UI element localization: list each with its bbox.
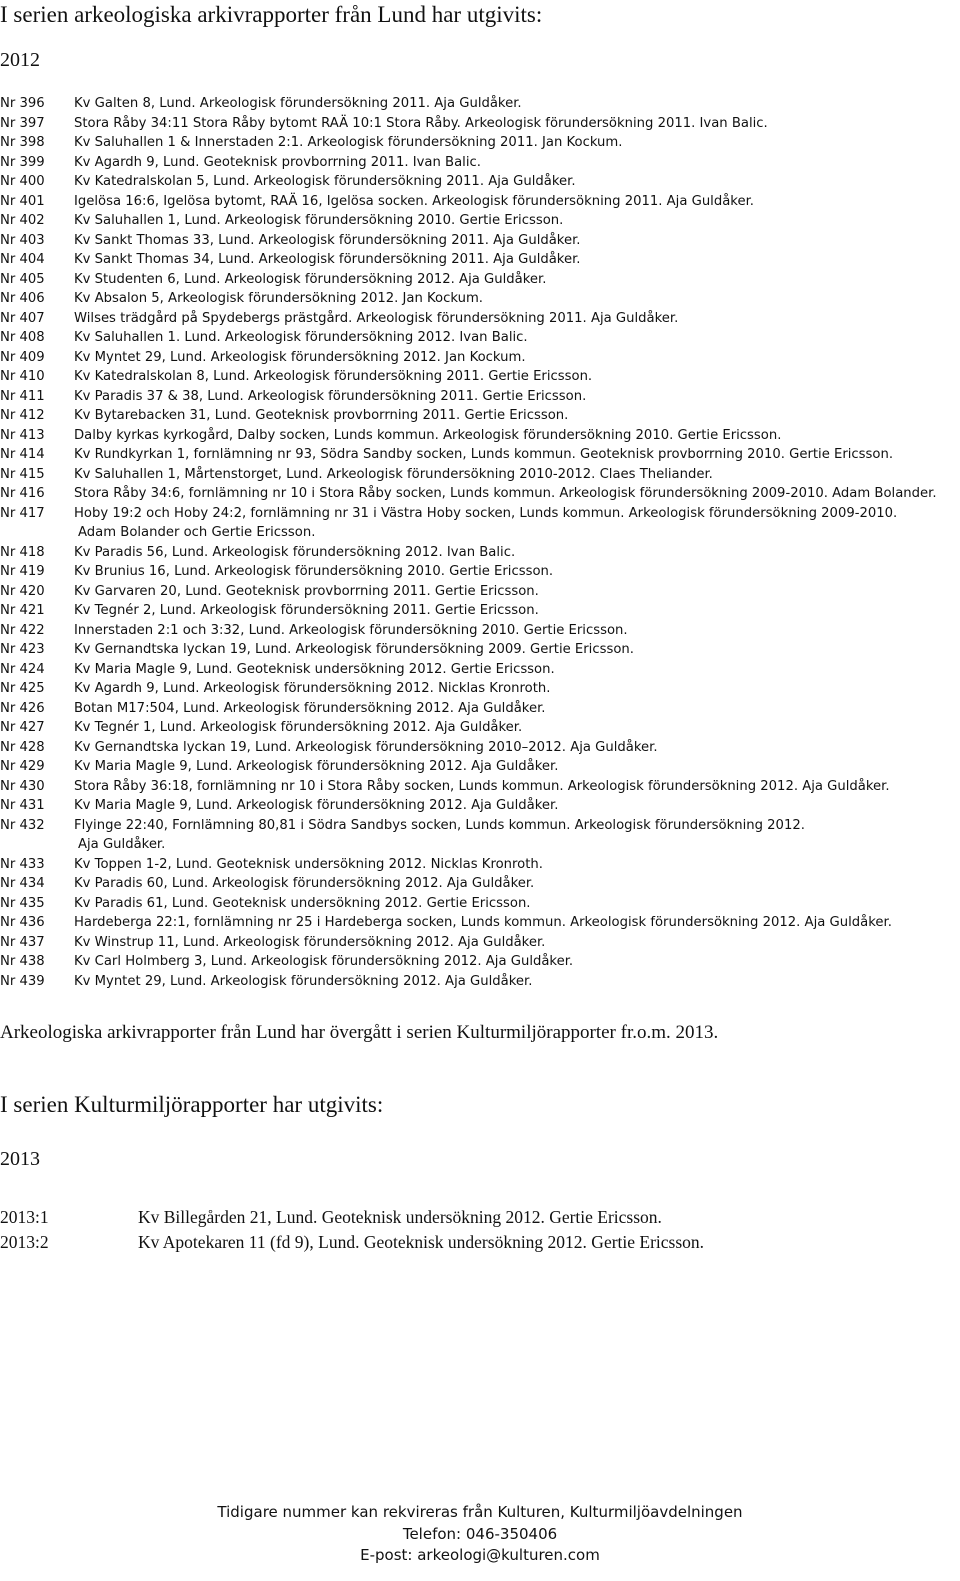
- report-number: Nr 435: [0, 895, 45, 911]
- series-transition-note: Arkeologiska arkivrapporter från Lund har övergått i serien Kulturmiljörapporter fr.o.m. 2013.: [0, 1022, 719, 1043]
- report-title: Kv Galten 8, Lund. Arkeologisk förundersökning 2011. Aja Guldåker.: [74, 96, 522, 111]
- report-number: Nr 415: [0, 466, 45, 482]
- list-item: [0, 621, 960, 641]
- report-title: Kv Paradis 61, Lund. Geoteknisk undersökning 2012. Gertie Ericsson.: [74, 895, 531, 911]
- report-number: 2013:1: [0, 1207, 49, 1227]
- list-item: [0, 582, 960, 602]
- report-number: Nr 414: [0, 447, 45, 462]
- list-item: [0, 94, 960, 114]
- report-title-continued: Aja Guldåker.: [78, 837, 166, 852]
- report-title: Kv Brunius 16, Lund. Arkeologisk förundersökning 2010. Gertie Ericsson.: [74, 564, 554, 579]
- list-item: [0, 952, 960, 972]
- report-number: Nr 432: [0, 817, 45, 833]
- list-item: [0, 309, 960, 329]
- report-title: Kv Garvaren 20, Lund. Geoteknisk provborrning 2011. Gertie Ericsson.: [74, 583, 539, 599]
- list-item: [0, 153, 960, 173]
- report-number: Nr 421: [0, 603, 45, 618]
- report-title: Kv Sankt Thomas 33, Lund. Arkeologisk förundersökning 2011. Aja Guldåker.: [74, 232, 581, 248]
- report-number: Nr 433: [0, 856, 45, 872]
- report-title: Kv Saluhallen 1, Mårtenstorget, Lund. Arkeologisk förundersökning 2010-2012. Claes Theliander.: [74, 466, 713, 482]
- report-title: Kv Paradis 60, Lund. Arkeologisk förundersökning 2012. Aja Guldåker.: [74, 876, 535, 891]
- report-number: Nr 402: [0, 213, 45, 228]
- list-item: [0, 679, 960, 699]
- report-title: Kv Rundkyrkan 1, fornlämning nr 93, Södra Sandby socken, Lunds kommun. Geoteknisk provborrning 2010. Gertie Ericsson.: [74, 447, 894, 462]
- report-number: Nr 438: [0, 954, 45, 969]
- list-item: [0, 543, 960, 563]
- report-number: Nr 404: [0, 252, 45, 267]
- report-title: Kv Myntet 29, Lund. Arkeologisk förundersökning 2012. Aja Guldåker.: [74, 973, 533, 989]
- report-number: 2013:2: [0, 1232, 49, 1252]
- report-title: Kv Winstrup 11, Lund. Arkeologisk förundersökning 2012. Aja Guldåker.: [74, 934, 546, 950]
- page-title: I serien arkeologiska arkivrapporter från Lund har utgivits:: [0, 2, 543, 27]
- report-title: Kv Toppen 1-2, Lund. Geoteknisk undersökning 2012. Nicklas Kronroth.: [74, 856, 543, 872]
- list-item: [0, 426, 960, 446]
- report-title: Kv Saluhallen 1 & Innerstaden 2:1. Arkeologisk förundersökning 2011. Jan Kockum.: [74, 135, 623, 150]
- report-number: Nr 412: [0, 408, 45, 423]
- report-title: Kv Myntet 29, Lund. Arkeologisk förundersökning 2012. Jan Kockum.: [74, 349, 526, 365]
- report-number: Nr 430: [0, 778, 45, 794]
- report-title: Kv Bytarebacken 31, Lund. Geoteknisk provborrning 2011. Gertie Ericsson.: [74, 408, 569, 423]
- list-item: [0, 289, 960, 309]
- report-title: Kv Carl Holmberg 3, Lund. Arkeologisk förundersökning 2012. Aja Guldåker.: [74, 954, 574, 969]
- report-number: Nr 411: [0, 388, 45, 404]
- list-item: [0, 816, 960, 836]
- report-number: Nr 408: [0, 330, 45, 345]
- contact-footer: [0, 1502, 960, 1567]
- report-title: Kv Maria Magle 9, Lund. Geoteknisk undersökning 2012. Gertie Ericsson.: [74, 661, 555, 677]
- report-number: Nr 428: [0, 739, 45, 755]
- list-item: [0, 133, 960, 153]
- report-number: Nr 431: [0, 798, 45, 813]
- report-title: Dalby kyrkas kyrkogård, Dalby socken, Lunds kommun. Arkeologisk förundersökning 2010. Gertie Ericsson.: [74, 427, 782, 443]
- report-title: Kv Absalon 5, Arkeologisk förundersökning 2012. Jan Kockum.: [74, 291, 483, 306]
- list-item: [0, 387, 960, 407]
- list-item: [0, 640, 960, 660]
- list-item: [0, 250, 960, 270]
- report-title: Kv Studenten 6, Lund. Arkeologisk förundersökning 2012. Aja Guldåker.: [74, 271, 547, 287]
- report-number: Nr 397: [0, 115, 45, 131]
- report-number: Nr 407: [0, 310, 45, 326]
- list-item: [0, 211, 960, 231]
- list-item: [0, 445, 960, 465]
- report-title: Hoby 19:2 och Hoby 24:2, fornlämning nr 31 i Västra Hoby socken, Lunds kommun. Arkeologisk förundersökning 2009-2010.: [74, 505, 898, 521]
- list-item: [0, 465, 960, 485]
- report-title: Kv Gernandtska lyckan 19, Lund. Arkeologisk förundersökning 2009. Gertie Ericsson.: [74, 642, 634, 657]
- list-item: [0, 874, 960, 894]
- report-list-2013: [0, 1205, 704, 1255]
- list-item: [0, 855, 960, 875]
- report-number: Nr 437: [0, 934, 45, 950]
- report-title: Kv Maria Magle 9, Lund. Arkeologisk förundersökning 2012. Aja Guldåker.: [74, 759, 559, 774]
- report-number: Nr 429: [0, 759, 45, 774]
- report-number: Nr 426: [0, 700, 45, 716]
- report-number: Nr 398: [0, 135, 45, 150]
- report-number: Nr 436: [0, 915, 45, 930]
- report-number: Nr 409: [0, 349, 45, 365]
- report-title: Wilses trädgård på Spydebergs prästgård. Arkeologisk förundersökning 2011. Aja Guldåker.: [74, 310, 679, 326]
- list-item-continuation: [0, 523, 960, 543]
- report-title: Kv Billegården 21, Lund. Geoteknisk undersökning 2012. Gertie Ericsson.: [138, 1207, 662, 1227]
- list-item: [0, 328, 960, 348]
- report-title: Kv Maria Magle 9, Lund. Arkeologisk förundersökning 2012. Aja Guldåker.: [74, 798, 559, 813]
- report-title: Kv Sankt Thomas 34, Lund. Arkeologisk förundersökning 2011. Aja Guldåker.: [74, 252, 581, 267]
- report-number: Nr 406: [0, 291, 45, 306]
- report-title: Kv Apotekaren 11 (fd 9), Lund. Geoteknisk undersökning 2012. Gertie Ericsson.: [138, 1232, 705, 1252]
- report-title: Kv Agardh 9, Lund. Geoteknisk provborrning 2011. Ivan Balic.: [74, 154, 481, 170]
- list-item: [0, 1230, 704, 1255]
- list-item: [0, 601, 960, 621]
- report-number: Nr 399: [0, 154, 45, 170]
- report-number: Nr 418: [0, 544, 45, 560]
- list-item: [0, 172, 960, 192]
- list-item: [0, 894, 960, 914]
- report-number: Nr 423: [0, 642, 45, 657]
- report-title: Kv Saluhallen 1. Lund. Arkeologisk förundersökning 2012. Ivan Balic.: [74, 330, 528, 345]
- footer-email: E-post: arkeologi@kulturen.com: [360, 1546, 600, 1564]
- report-title: Stora Råby 34:11 Stora Råby bytomt RAÄ 10:1 Stora Råby. Arkeologisk förundersökning 2011. Ivan Balic.: [74, 115, 768, 131]
- report-title: Stora Råby 36:18, fornlämning nr 10 i Stora Råby socken, Lunds kommun. Arkeologisk förundersökning 2012. Aja Guldåker.: [74, 778, 890, 794]
- report-number: Nr 419: [0, 564, 45, 579]
- report-title: Igelösa 16:6, Igelösa bytomt, RAÄ 16, Igelösa socken. Arkeologisk förundersökning 2011. Aja Guldåker.: [74, 193, 754, 209]
- report-number: Nr 416: [0, 486, 45, 501]
- report-title: Kv Katedralskolan 5, Lund. Arkeologisk förundersökning 2011. Aja Guldåker.: [74, 174, 576, 189]
- list-item: [0, 699, 960, 719]
- list-item: [0, 913, 960, 933]
- report-title: Kv Katedralskolan 8, Lund. Arkeologisk förundersökning 2011. Gertie Ericsson.: [74, 369, 593, 384]
- list-item: [0, 504, 960, 524]
- list-item: [0, 972, 960, 992]
- year-heading-2013: 2013: [0, 1148, 40, 1170]
- report-number: Nr 417: [0, 505, 45, 521]
- footer-phone: Telefon: 046-350406: [402, 1524, 558, 1543]
- report-number: Nr 420: [0, 583, 45, 599]
- report-title: Stora Råby 34:6, fornlämning nr 10 i Stora Råby socken, Lunds kommun. Arkeologisk förundersökning 2009-2010. Adam Bolander.: [74, 486, 937, 501]
- list-item: [0, 1205, 704, 1230]
- report-title: Kv Tegnér 1, Lund. Arkeologisk förundersökning 2012. Aja Guldåker.: [74, 720, 523, 735]
- list-item: [0, 484, 960, 504]
- report-number: Nr 425: [0, 681, 45, 696]
- report-number: Nr 434: [0, 876, 45, 891]
- year-heading-2012: 2012: [0, 49, 40, 71]
- report-title: Kv Tegnér 2, Lund. Arkeologisk förundersökning 2011. Gertie Ericsson.: [74, 603, 539, 618]
- report-number: Nr 401: [0, 193, 45, 209]
- list-item: [0, 192, 960, 212]
- report-number: Nr 400: [0, 174, 45, 189]
- list-item: [0, 231, 960, 251]
- report-title: Kv Paradis 37 & 38, Lund. Arkeologisk förundersökning 2011. Gertie Ericsson.: [74, 388, 587, 404]
- report-list-2012: [0, 94, 960, 991]
- report-title: Innerstaden 2:1 och 3:32, Lund. Arkeologisk förundersökning 2010. Gertie Ericsson.: [74, 622, 628, 638]
- list-item: [0, 738, 960, 758]
- list-item: [0, 796, 960, 816]
- list-item-continuation: [0, 835, 960, 855]
- report-title: Botan M17:504, Lund. Arkeologisk förundersökning 2012. Aja Guldåker.: [74, 700, 546, 716]
- list-item: [0, 718, 960, 738]
- report-title: Kv Saluhallen 1, Lund. Arkeologisk förundersökning 2010. Gertie Ericsson.: [74, 213, 564, 228]
- list-item: [0, 348, 960, 368]
- list-item: [0, 114, 960, 134]
- report-title: Hardeberga 22:1, fornlämning nr 25 i Hardeberga socken, Lunds kommun. Arkeologisk förundersökning 2012. Aja Guldåker.: [74, 915, 892, 930]
- list-item: [0, 660, 960, 680]
- report-number: Nr 413: [0, 427, 45, 443]
- report-title: Flyinge 22:40, Fornlämning 80,81 i Södra Sandbys socken, Lunds kommun. Arkeologisk förundersökning 2012.: [74, 817, 805, 833]
- footer-order-info: Tidigare nummer kan rekvireras från Kulturen, Kulturmiljöavdelningen: [217, 1503, 743, 1521]
- report-number: Nr 427: [0, 720, 45, 735]
- report-number: Nr 424: [0, 661, 45, 677]
- report-title: Kv Gernandtska lyckan 19, Lund. Arkeologisk förundersökning 2010–2012. Aja Guldåker.: [74, 739, 658, 755]
- report-number: Nr 422: [0, 622, 45, 638]
- report-number: Nr 439: [0, 973, 45, 989]
- report-title: Kv Paradis 56, Lund. Arkeologisk förundersökning 2012. Ivan Balic.: [74, 544, 516, 560]
- list-item: [0, 406, 960, 426]
- report-number: Nr 410: [0, 369, 45, 384]
- list-item: [0, 777, 960, 797]
- list-item: [0, 367, 960, 387]
- list-item: [0, 562, 960, 582]
- report-number: Nr 405: [0, 271, 45, 287]
- list-item: [0, 757, 960, 777]
- report-number: Nr 403: [0, 232, 45, 248]
- section-title-kulturmiljorapporter: I serien Kulturmiljörapporter har utgivits:: [0, 1092, 384, 1117]
- report-number: Nr 396: [0, 96, 45, 111]
- list-item: [0, 933, 960, 953]
- list-item: [0, 270, 960, 290]
- report-title-continued: Adam Bolander och Gertie Ericsson.: [78, 525, 316, 540]
- report-title: Kv Agardh 9, Lund. Arkeologisk förundersökning 2012. Nicklas Kronroth.: [74, 681, 551, 696]
